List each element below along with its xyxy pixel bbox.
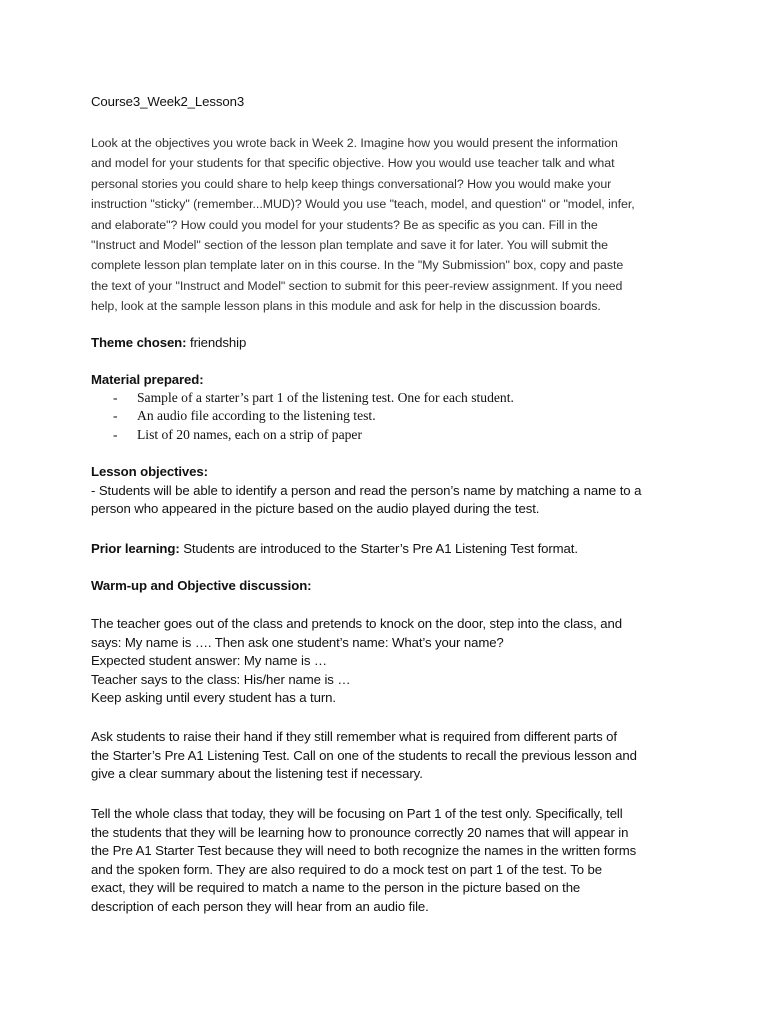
list-item xyxy=(91,426,691,444)
warmup-line: says: My name is …. Then ask one student’s name: What’s your name? xyxy=(91,634,504,650)
title-text: Course3_Week2_Lesson3 xyxy=(91,94,245,109)
instructions-line: and elaborate"? How could you model for your students? Be as specific as you can. Fill in the xyxy=(91,217,598,232)
recall-line: give a clear summary about the listening test if necessary. xyxy=(91,766,423,782)
material-item-text: An audio file according to the listening test. xyxy=(137,408,376,424)
instructions-line: complete lesson plan template later on in this course. In the "My Submission" box, copy and paste xyxy=(91,258,624,273)
theme-value: friendship xyxy=(186,335,247,350)
warmup-paragraph xyxy=(91,615,691,708)
instructions-line: "Instruct and Model" section of the lesson plan template and save it for later. You will submit the xyxy=(91,238,608,253)
instructions-line: and model for your students for that specific objective. How you would use teacher talk and what xyxy=(91,156,615,171)
warmup-heading xyxy=(91,577,691,596)
list-item xyxy=(91,407,691,425)
bullet-dash: - xyxy=(113,390,118,405)
warmup-heading-text: Warm-up and Objective discussion: xyxy=(91,578,312,593)
recall-line: the Starter’s Pre A1 Listening Test. Call on one of the students to recall the previous lesson and xyxy=(91,747,637,763)
theme-line xyxy=(91,334,691,353)
prior-learning-line xyxy=(91,540,691,559)
materials-heading-text: Material prepared: xyxy=(91,372,204,387)
focus-line: exact, they will be required to match a name to the person in the picture based on the xyxy=(91,880,581,896)
list-item xyxy=(91,389,691,407)
material-item-text: Sample of a starter’s part 1 of the listening test. One for each student. xyxy=(137,390,514,405)
objectives-line: person who appeared in the picture based on the audio played during the test. xyxy=(91,501,540,517)
warmup-line: Teacher says to the class: His/her name is … xyxy=(91,671,351,687)
bullet-dash: - xyxy=(113,408,118,424)
materials-heading xyxy=(91,371,691,390)
objectives-line: - Students will be able to identify a person and read the person’s name by matching a name to a xyxy=(91,482,642,498)
focus-line: the Pre A1 Starter Test because they will need to both recognize the names in the written forms xyxy=(91,843,637,859)
focus-paragraph xyxy=(91,805,691,917)
materials-list xyxy=(91,389,691,444)
prior-learning-label: Prior learning: xyxy=(91,541,180,556)
focus-line: Tell the whole class that today, they will be focusing on Part 1 of the test only. Specifically, tell xyxy=(91,806,623,821)
instructions-line: personal stories you could share to help keep things conversational? How you would make your xyxy=(91,176,612,191)
material-item-text: List of 20 names, each on a strip of paper xyxy=(137,426,362,442)
recall-paragraph xyxy=(91,728,691,784)
recall-line: Ask students to raise their hand if they still remember what is required from different parts of xyxy=(91,729,617,744)
warmup-line: Expected student answer: My name is … xyxy=(91,653,327,669)
objectives-section xyxy=(91,463,691,519)
bullet-dash: - xyxy=(113,426,118,442)
theme-label: Theme chosen: xyxy=(91,335,187,350)
warmup-line: Keep asking until every student has a turn. xyxy=(91,690,336,706)
instructions-line: the text of your "Instruct and Model" section to submit for this peer-review assignment. If you need xyxy=(91,278,623,293)
instructions-paragraph xyxy=(91,133,691,317)
document-title xyxy=(91,93,691,112)
prior-learning-value: Students are introduced to the Starter’s Pre A1 Listening Test format. xyxy=(179,541,578,556)
focus-line: description of each person they will hear from an audio file. xyxy=(91,898,429,914)
instructions-line: Look at the objectives you wrote back in Week 2. Imagine how you would present the information xyxy=(91,136,618,150)
warmup-line: The teacher goes out of the class and pretends to knock on the door, step into the class, and xyxy=(91,616,623,631)
focus-line: and the spoken form. They are also required to do a mock test on part 1 of the test. To be xyxy=(91,861,602,877)
objectives-heading: Lesson objectives: xyxy=(91,464,208,479)
instructions-line: help, look at the sample lesson plans in this module and ask for help in the discussion boards. xyxy=(91,299,601,314)
instructions-line: instruction "sticky" (remember...MUD)? Would you use "teach, model, and question" or "model, infer, xyxy=(91,197,635,212)
focus-line: the students that they will be learning how to pronounce correctly 20 names that will appear in xyxy=(91,824,629,840)
